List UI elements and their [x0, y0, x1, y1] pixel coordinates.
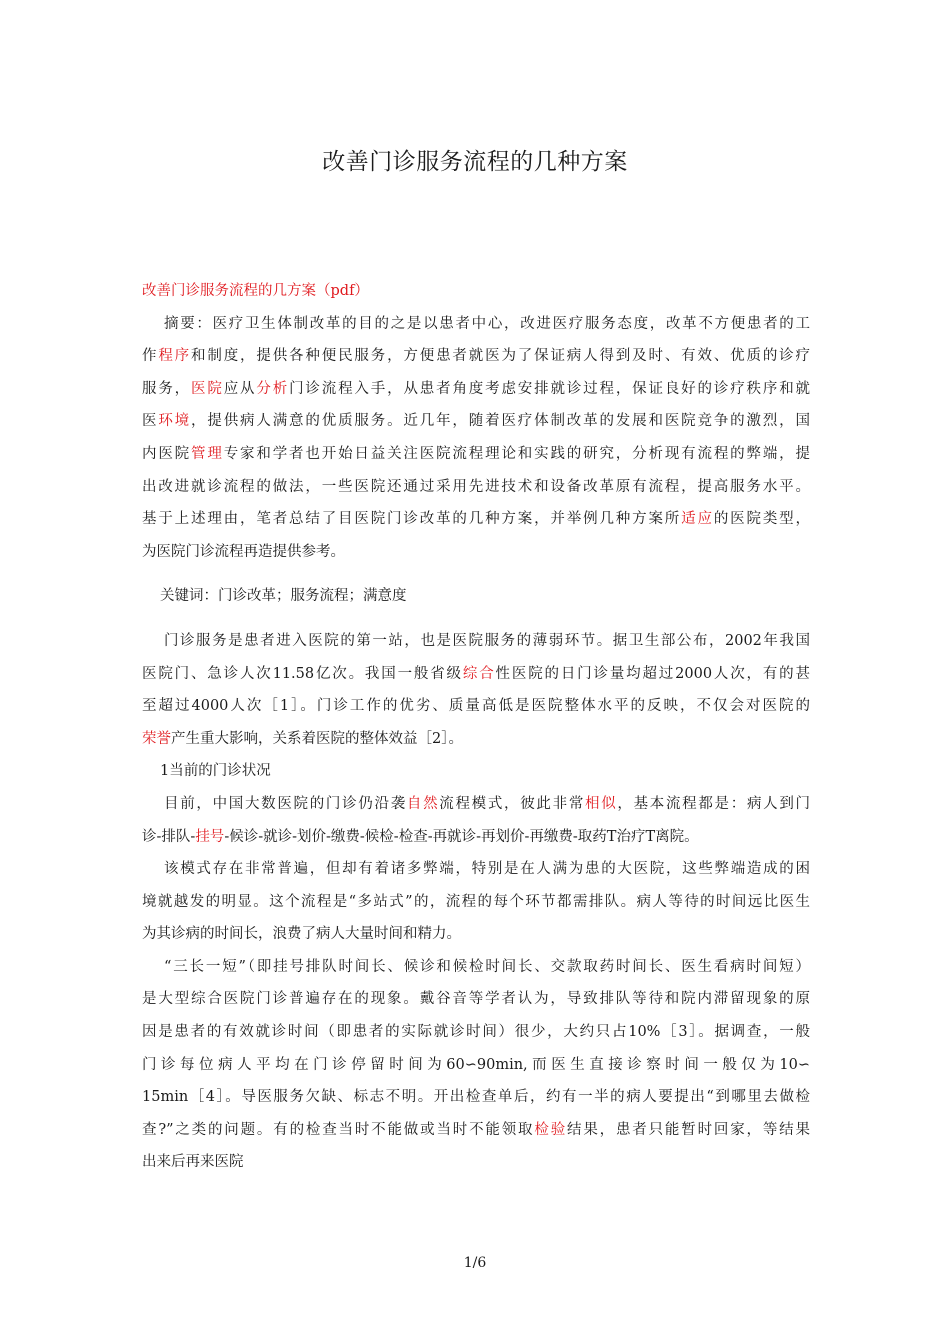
- abstract-line: [142, 405, 810, 438]
- highlighted-term: 综合: [462, 665, 496, 682]
- text-run: 应从: [223, 380, 257, 397]
- abstract-line: [142, 308, 810, 341]
- document-title: 改善门诊服务流程的几种方案: [322, 149, 628, 175]
- text-run: 至超过4000人次［1］。门诊工作的优劣、质量高低是医院整体水平的反映，不仅会对医院的: [142, 698, 810, 715]
- text-run: 出来后再来医院: [142, 1154, 244, 1171]
- text-run: 和制度，提供各种便民服务，方便患者就医为了保证病人得到及时、有效、优质的诊疗: [191, 348, 811, 365]
- paragraph-line: [142, 853, 810, 886]
- text-run: 为医院门诊流程再造提供参考。: [142, 543, 345, 560]
- text-run: 是大型综合医院门诊普遍存在的现象。戴谷音等学者认为，导致排队等待和院内滞留现象的原: [142, 991, 810, 1008]
- section-heading: 1当前的门诊状况: [160, 763, 271, 780]
- abstract-line: [142, 471, 810, 504]
- highlighted-term: 程序: [158, 348, 192, 365]
- paragraph-line: [142, 788, 810, 821]
- intro-line: [142, 658, 810, 691]
- text-run: 作: [142, 348, 159, 365]
- text-run: 基于上述理由，笔者总结了目医院门诊改革的几种方案，并举例几种方案所: [142, 511, 682, 528]
- paragraph-line: [142, 1016, 810, 1049]
- highlighted-term: 挂号: [195, 828, 225, 845]
- paragraph-line: [142, 1146, 810, 1179]
- highlighted-term: 相似: [585, 795, 618, 812]
- text-run: ，基本流程都是：病人到门: [617, 795, 811, 812]
- text-run: 因是患者的有效就诊时间（即患者的实际就诊时间）很少，大约只占10%［3］。据调查，一般: [142, 1024, 810, 1041]
- text-run: 服务，: [142, 380, 192, 397]
- abstract-line: [142, 438, 810, 471]
- intro-line: [142, 625, 810, 658]
- highlighted-term: 分析: [256, 380, 290, 397]
- paragraph-line: [142, 918, 810, 951]
- paragraph-line: [142, 886, 810, 919]
- highlighted-term: 检验: [534, 1121, 568, 1138]
- subtitle: 改善门诊服务流程的几方案（pdf）: [142, 283, 369, 299]
- highlighted-term: 医院: [191, 380, 224, 397]
- abstract-line: [142, 503, 810, 536]
- paragraph-line: [142, 983, 810, 1016]
- text-run: 该模式存在非常普遍，但却有着诸多弊端，特别是在人满为患的大医院，这些弊端造成的困: [164, 861, 810, 878]
- text-run: 医院门、急诊人次11.58亿次。我国一般省级: [142, 665, 463, 682]
- text-run: 性医院的日门诊量均超过2000人次，有的甚: [495, 665, 810, 682]
- abstract-line: [142, 536, 810, 569]
- text-run: 为其诊病的时间长，浪费了病人大量时间和精力。: [142, 926, 461, 943]
- text-run: 流程模式，彼此非常: [439, 795, 586, 812]
- text-run: 出改进就诊流程的做法，一些医院还通过采用先进技术和设备改革原有流程，提高服务水平。: [142, 478, 810, 495]
- text-run: “三长一短”（即挂号排队时间长、候诊和候检时间长、交款取药时间长、医生看病时间短）: [164, 958, 810, 975]
- text-run: 专家和学者也开始日益关注医院流程理论和实践的研究，分析现有流程的弊端，提: [223, 445, 811, 462]
- intro-line: [142, 690, 810, 723]
- text-run: 门诊每位病人平均在门诊停留时间为60∽90min,而医生直接诊察时间一般仅为10∽: [142, 1056, 810, 1073]
- keywords: 关键词：门诊改革；服务流程；满意度: [160, 588, 407, 605]
- text-run: 摘要：医疗卫生体制改革的目的之是以患者中心，改进医疗服务态度，改革不方便患者的工: [164, 315, 810, 332]
- text-run: 的医院类型，: [713, 511, 811, 528]
- highlighted-term: 适应: [681, 511, 714, 528]
- document-body: [142, 275, 810, 1179]
- paragraph-line: [142, 1114, 810, 1147]
- highlighted-term: 自然: [406, 795, 440, 812]
- abstract-line: [142, 340, 810, 373]
- text-run: 诊-排队-: [142, 828, 196, 845]
- paragraph-line: [142, 821, 810, 854]
- text-run: 门诊流程入手，从患者角度考虑安排就诊过程，保证良好的诊疗秩序和就: [289, 380, 811, 397]
- paragraph-line: [142, 951, 810, 984]
- text-run: -候诊-就诊-划价-缴费-候检-检查-再就诊-再划价-再缴费-取药T治疗T离院。: [224, 828, 699, 845]
- text-run: 结果，患者只能暂时回家，等结果: [567, 1121, 810, 1138]
- paragraph-line: [142, 1049, 810, 1082]
- drawbacks-paragraph: [142, 853, 810, 951]
- text-run: 医: [142, 413, 159, 430]
- text-run: 产生重大影响，关系着医院的整体效益［2］。: [171, 730, 463, 747]
- highlighted-term: 环境: [158, 413, 192, 430]
- current-flow-paragraph: [142, 788, 810, 853]
- abstract-line: [142, 373, 810, 406]
- page-number: 1/6: [463, 1255, 487, 1271]
- text-run: 内医院: [142, 445, 192, 462]
- paragraph-line: [142, 1081, 810, 1114]
- intro-paragraph: [142, 625, 810, 755]
- text-run: 目前，中国大数医院的门诊仍沿袭: [164, 795, 407, 812]
- abstract-paragraph: [142, 308, 810, 569]
- highlighted-term: 荣誉: [142, 730, 171, 747]
- text-run: 查?”之类的问题。有的检查当时不能做或当时不能领取: [142, 1121, 535, 1138]
- three-long-one-short-paragraph: [142, 951, 810, 1179]
- text-run: 境就越发的明显。这个流程是“多站式”的，流程的每个环节都需排队。病人等待的时间远比医生: [142, 893, 810, 910]
- intro-line: [142, 723, 810, 756]
- text-run: 15min［4］。导医服务欠缺、标志不明。开出检查单后，约有一半的病人要提出“到哪里去做检: [142, 1089, 810, 1106]
- text-run: 门诊服务是患者进入医院的第一站，也是医院服务的薄弱环节。据卫生部公布，2002年我国: [164, 632, 810, 649]
- highlighted-term: 管理: [191, 445, 224, 462]
- text-run: ，提供病人满意的优质服务。近几年，随着医疗体制改革的发展和医院竞争的激烈，国: [191, 413, 811, 430]
